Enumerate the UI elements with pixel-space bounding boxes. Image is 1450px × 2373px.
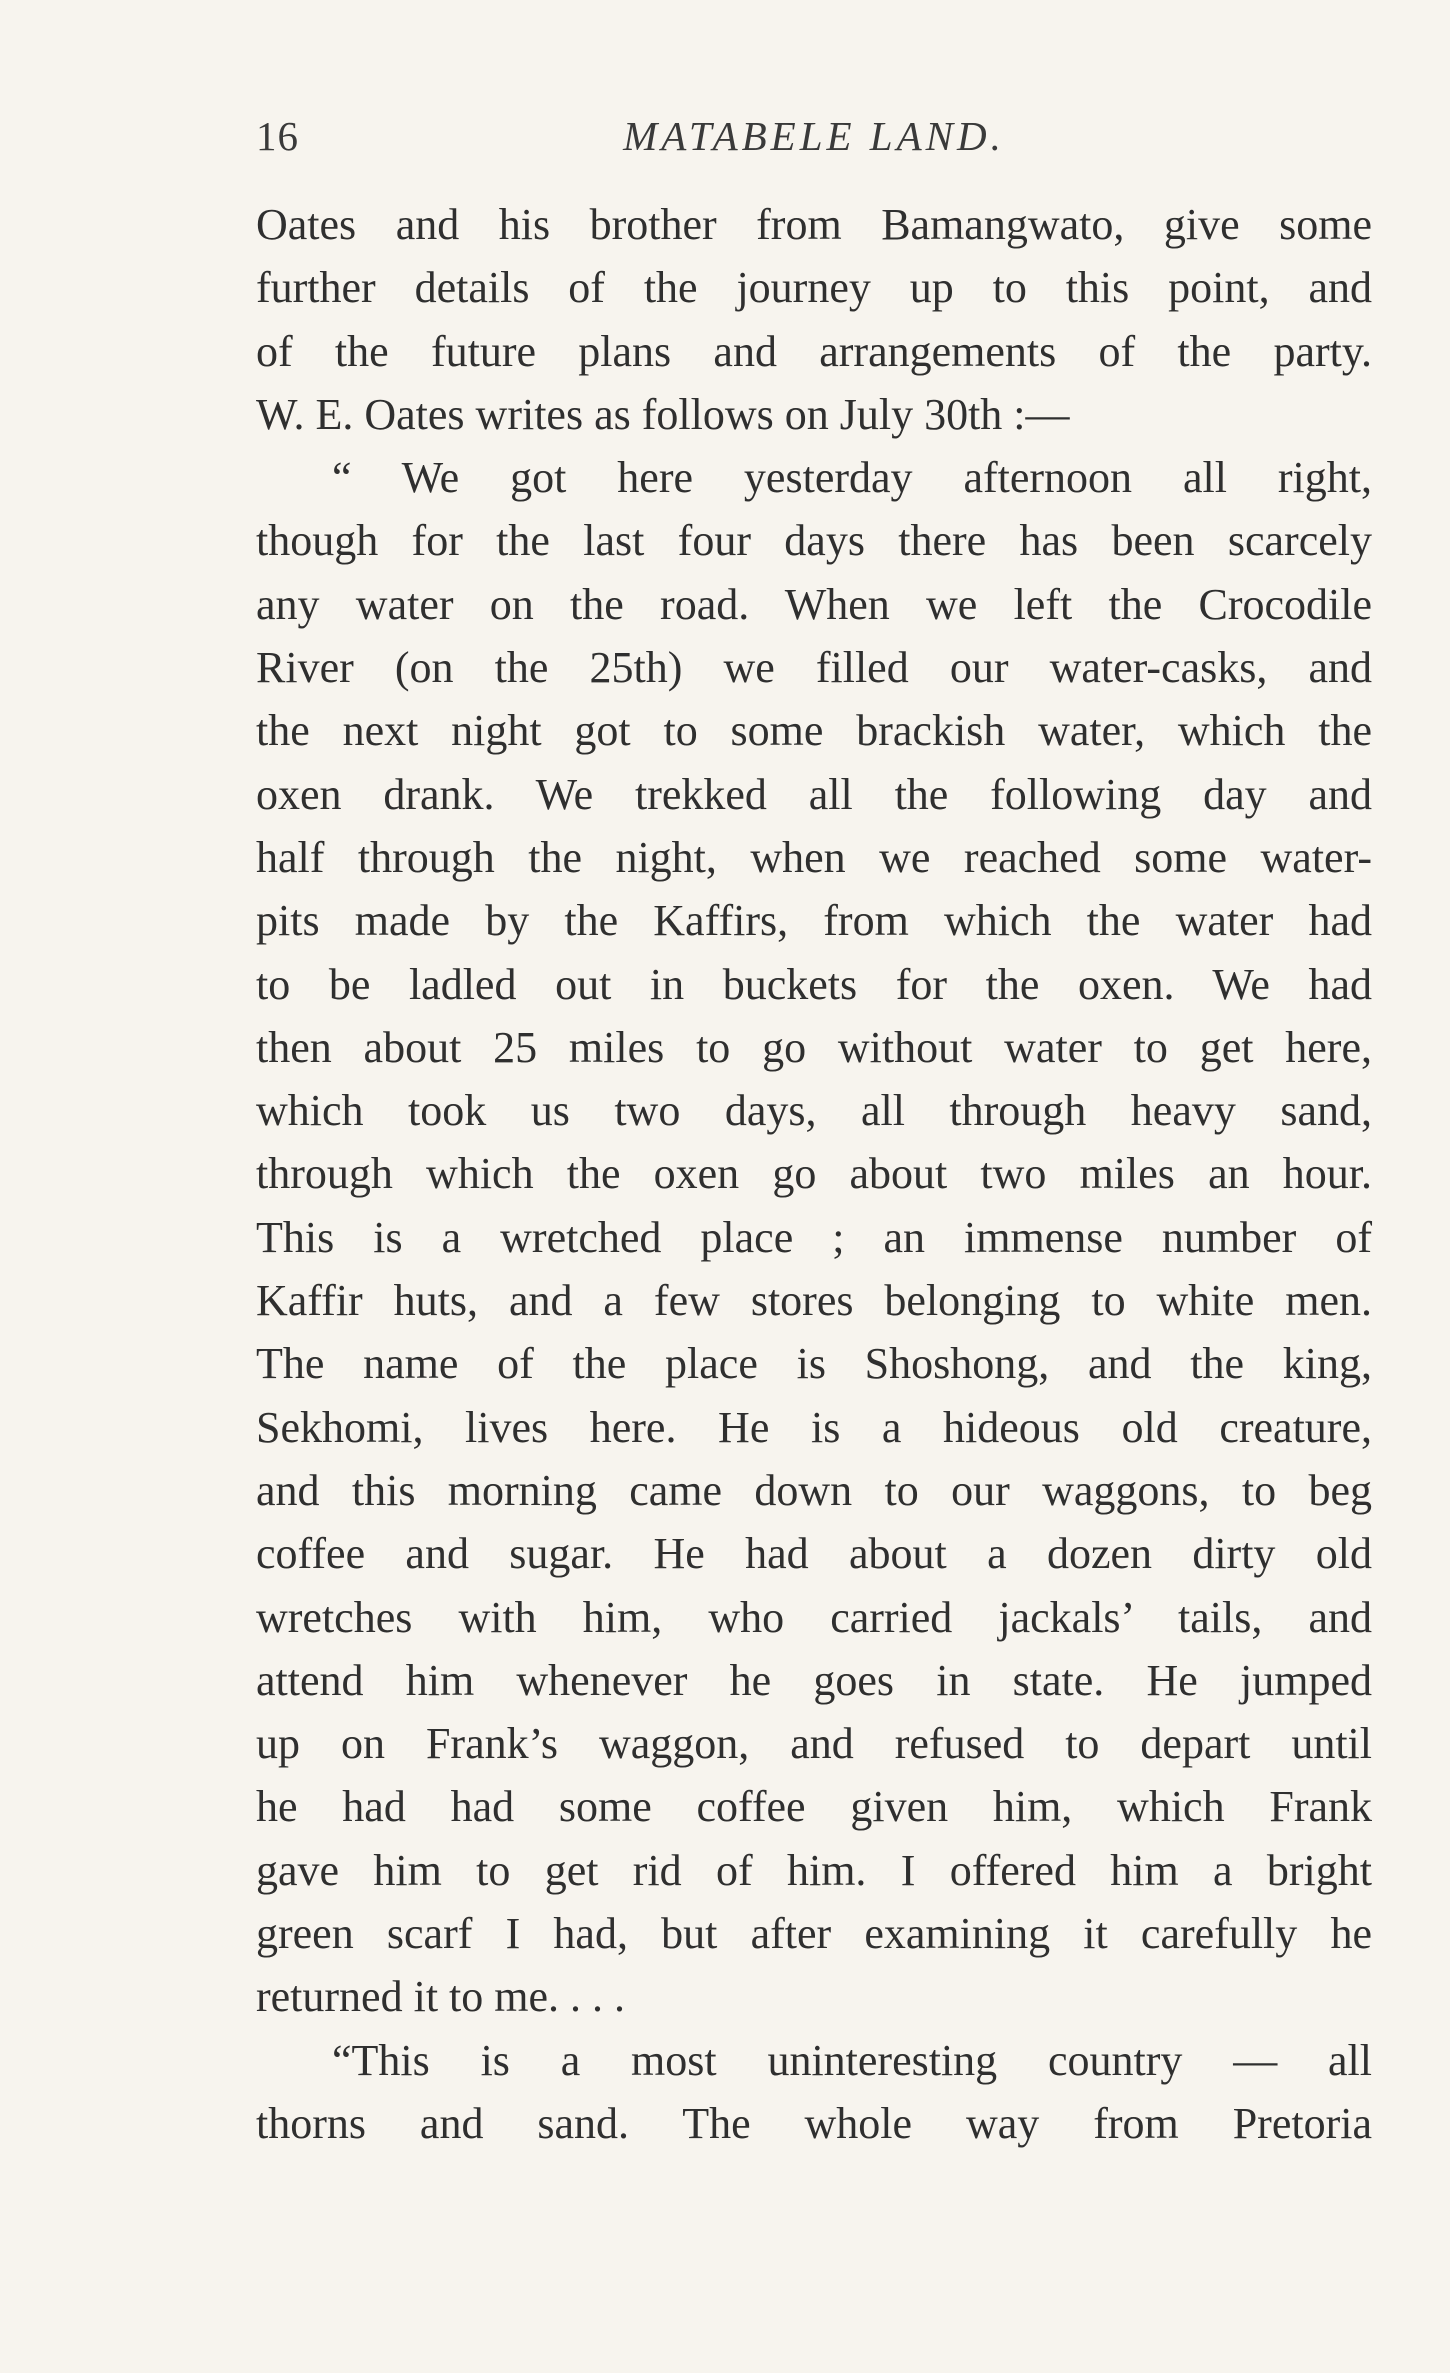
text-line: which took us two days, all through heavy sand, xyxy=(256,1086,1372,1136)
text-line: wretches with him, who carried jackals’ tails, and xyxy=(256,1592,1372,1642)
text-line: attend him whenever he goes in state. He jumped xyxy=(256,1655,1372,1705)
text-line: to be ladled out in buckets for the oxen. We had xyxy=(256,959,1372,1009)
text-line: then about 25 miles to go without water to get here, xyxy=(256,1022,1372,1072)
text-line: and this morning came down to our waggons, to beg xyxy=(256,1465,1372,1515)
text-line: “This is a most uninteresting country — all xyxy=(332,2035,1372,2085)
text-line: thorns and sand. The whole way from Pretoria xyxy=(256,2098,1372,2148)
text-line: green scarf I had, but after examining it carefully he xyxy=(256,1909,1372,1959)
running-head xyxy=(256,112,1372,172)
text-line: the next night got to some brackish water, which the xyxy=(256,706,1372,756)
text-line: he had had some coffee given him, which Frank xyxy=(256,1782,1372,1832)
text-line: oxen drank. We trekked all the following day and xyxy=(256,769,1372,819)
text-line: pits made by the Kaffirs, from which the water had xyxy=(256,896,1372,946)
text-line: W. E. Oates writes as follows on July 30th :— xyxy=(256,389,1070,439)
text-line: coffee and sugar. He had about a dozen dirty old xyxy=(256,1529,1372,1579)
text-line: The name of the place is Shoshong, and the king, xyxy=(256,1339,1372,1389)
text-line: This is a wretched place ; an immense number of xyxy=(256,1212,1372,1262)
text-line: Oates and his brother from Bamangwato, give some xyxy=(256,200,1372,249)
text-line: River (on the 25th) we filled our water-casks, and xyxy=(256,643,1372,693)
text-line: of the future plans and arrangements of the party. xyxy=(256,326,1372,376)
text-line: though for the last four days there has been scarcely xyxy=(256,516,1372,566)
text-line: through which the oxen go about two miles an hour. xyxy=(256,1149,1372,1199)
text-line: “ We got here yesterday afternoon all right, xyxy=(332,453,1372,503)
body-text xyxy=(256,193,1372,2155)
text-line: returned it to me. . . . xyxy=(256,1972,626,2022)
text-line: up on Frank’s waggon, and refused to depart until xyxy=(256,1719,1372,1769)
page-number: 16 xyxy=(256,113,299,159)
text-line: half through the night, when we reached some water- xyxy=(256,832,1372,882)
running-title: MATABELE LAND. xyxy=(623,113,1005,159)
text-line: further details of the journey up to this point, and xyxy=(256,263,1372,313)
text-line: Kaffir huts, and a few stores belonging to white men. xyxy=(256,1276,1372,1326)
text-line: gave him to get rid of him. I offered him a bright xyxy=(256,1845,1372,1895)
text-line: any water on the road. When we left the Crocodile xyxy=(256,579,1372,629)
text-line: Sekhomi, lives here. He is a hideous old creature, xyxy=(256,1402,1372,1452)
